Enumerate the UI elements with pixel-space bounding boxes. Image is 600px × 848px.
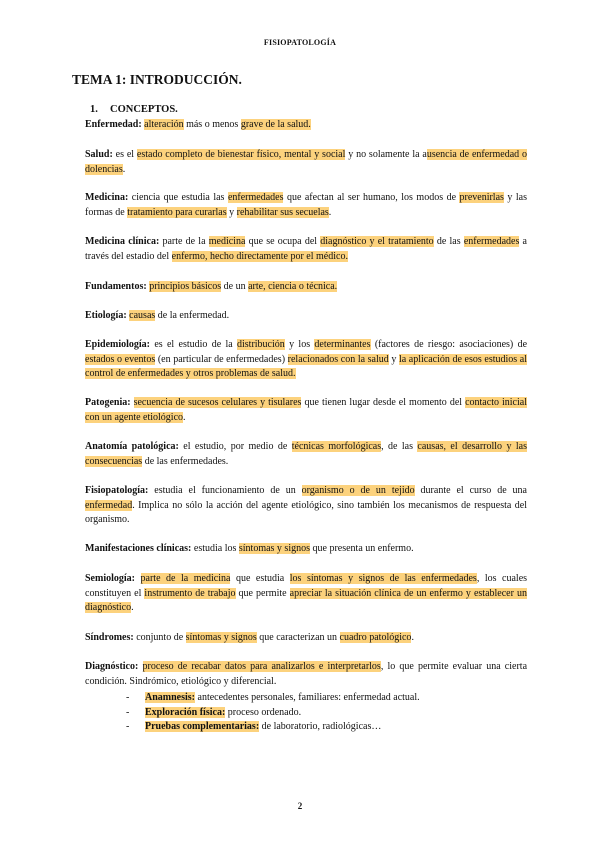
definition-text: más o menos [183,119,241,130]
definition-term: Fundamentos: [85,281,147,292]
highlighted-text: prevenirlas [459,192,504,203]
bullet-text: de laboratorio, radiológicas… [259,721,382,733]
definition-text: estudia los [191,543,239,554]
highlighted-text: diagnóstico y el tratamiento [320,236,434,247]
bullet-dash: - [126,721,130,733]
highlighted-text: parte de la medicina [140,573,231,584]
definition-text: . [183,411,186,423]
definition-text: que se ocupa del [245,236,321,247]
definition-text: que tienen lugar desde el momento del [301,397,466,408]
definition-text: de las [433,236,464,247]
highlighted-text: enfermo, hecho directamente por el médico. [171,250,348,262]
highlighted-text: tratamiento para curarlas [127,206,227,218]
definition-text: . [122,163,126,175]
definition-text: y [388,353,399,365]
definition-text: es el estudio de la [150,339,237,350]
definition-text: (factores de riesgo: asociaciones) de [370,339,528,350]
definition-text: ciencia que estudia las [128,192,228,203]
definition-text: es el [112,149,137,160]
highlighted-text: distribución [237,339,285,350]
definition-term: Epidemiología: [85,339,151,350]
definition-text: que presenta un enfermo. [310,543,414,554]
section-number: 1. [90,104,98,115]
definition-medicina-clinica [85,235,527,264]
definition-text [135,573,141,584]
definition-anatomia-patologica [85,440,527,469]
definition-manifestaciones-clinicas [85,542,527,557]
definition-term: Etiología: [85,310,127,321]
definition-text: y los [284,339,315,350]
definition-term: Salud: [85,149,113,160]
highlighted-text: alteración [144,119,184,130]
highlighted-text: síntomas y signos [238,543,310,554]
highlighted-text: relacionados con la salud [287,353,389,365]
highlighted-text: síntomas y signos [185,632,257,643]
definition-term: Diagnóstico: [85,661,139,672]
definition-text: a través del estadio del [85,236,527,262]
definition-term: Semiología: [85,573,135,584]
definition-sindromes [85,631,527,646]
definition-term: Síndromes: [85,632,134,643]
highlighted-text: causas, el desarrollo y las consecuencias [85,441,527,467]
definition-term: Patogenia: [85,397,131,408]
highlighted-text: principios básicos [149,281,222,292]
bullet-dash: - [126,706,130,718]
definition-text: y no solamente la a [345,149,427,160]
definition-text: . [131,602,134,614]
definition-text: . [411,632,414,643]
definition-text: de un [221,281,249,292]
definition-term: Fisiopatología: [85,485,149,496]
bullet-dash: - [126,692,130,703]
definition-patogenia [85,396,527,425]
section-heading [90,104,178,115]
definition-text: conjunto de [133,632,186,643]
definition-text: estudia el funcionamiento de un [148,485,302,496]
definition-salud [85,148,527,177]
bullet-item [126,706,420,721]
definition-text: que afectan al ser humano, los modos de [283,192,460,203]
definition-term: Anatomía patológica: [85,441,179,452]
definition-text: parte de la [159,236,209,247]
definition-term: Medicina clínica: [85,236,160,247]
bullet-text: proceso ordenado. [225,706,302,718]
definition-text: que estudia [230,573,290,584]
bullet-term: Pruebas complementarias: [145,721,260,733]
highlighted-text: determinantes [314,339,371,350]
highlighted-text: enfermedad [85,499,133,511]
definition-text: que caracterizan un [256,632,340,643]
highlighted-text: técnicas morfológicas [291,441,382,452]
highlighted-text: estado completo de bienestar físico, mental y social [136,149,346,160]
bullet-item [126,691,420,706]
highlighted-text: instrumento de trabajo [144,587,236,599]
definition-text: y las formas de [85,192,527,218]
highlighted-text: proceso de recabar datos para analizarlos e interpretarlos [142,661,381,672]
definition-semiologia [85,572,527,616]
page-header: FISIOPATOLOGÍA [263,38,337,47]
definition-text: de la enfermedad. [155,310,230,321]
definition-text: que permite [235,587,290,599]
definition-text: durante el curso de una [414,485,527,496]
chapter-title: TEMA 1: INTRODUCCIÓN. [72,72,242,87]
page-number: 2 [297,801,303,811]
highlighted-text: los síntomas y signos de las enfermedades [289,573,477,584]
definition-text [138,661,142,672]
definition-text: . [328,206,332,218]
definition-text: y [226,206,237,218]
highlighted-text: apreciar la situación clínica de un enfermo y establecer un diagnóstico [85,587,527,614]
highlighted-text: secuencia de sucesos celulares y tisulares [133,397,302,408]
definition-text: (en particular de enfermedades) [155,353,288,365]
bullet-text: antecedentes personales, familiares: enfermedad actual. [195,692,420,703]
definition-text: , de las [381,441,418,452]
definition-diagnostico [85,660,527,689]
definition-fisiopatologia [85,484,527,528]
highlighted-text: organismo o de un tejido [301,485,415,496]
highlighted-text: arte, ciencia o técnica. [248,281,338,292]
highlighted-text: usencia de enfermedad o dolencias [85,149,528,175]
definition-term: Enfermedad: [85,119,142,130]
section-title: CONCEPTOS. [110,104,178,115]
definition-medicina [85,191,527,220]
bullet-term: Anamnesis: [145,692,196,703]
definition-etiologia [85,309,527,324]
highlighted-text: cuadro patológico [339,632,412,643]
highlighted-text: enfermedades [463,236,520,247]
definition-text: el estudio, por medio de [178,441,292,452]
highlighted-text: enfermedades [227,192,284,203]
highlighted-text: medicina [208,236,246,247]
highlighted-text: grave de la salud. [240,119,311,130]
highlighted-text: rehabilitar sus secuelas [236,206,329,218]
definition-enfermedad [85,118,527,133]
definition-text: . Implica no sólo la acción del agente etiológico, sino también los mecanismos de respuesta del organismo. [85,499,527,526]
definition-text: , los cuales constituyen el [85,573,528,599]
highlighted-text: causas [129,310,156,321]
definition-text: , lo que permite evaluar una cierta condición. Sindrómico, etiológico y diferencial. [85,661,528,687]
diagnostico-bullet-list [126,691,420,735]
bullet-item [126,720,420,735]
definition-term: Medicina: [85,192,129,203]
highlighted-text: contacto inicial con un agente etiológico [85,397,527,423]
bullet-term: Exploración física: [145,706,226,718]
highlighted-text: estados o eventos [85,353,156,365]
definition-text: de las enfermedades. [142,455,229,467]
definition-fundamentos [85,280,527,295]
highlighted-text: la aplicación de esos estudios al control de enfermedades y otros problemas de salud. [85,353,527,380]
definition-term: Manifestaciones clínicas: [85,543,192,554]
definition-epidemiologia [85,338,527,382]
